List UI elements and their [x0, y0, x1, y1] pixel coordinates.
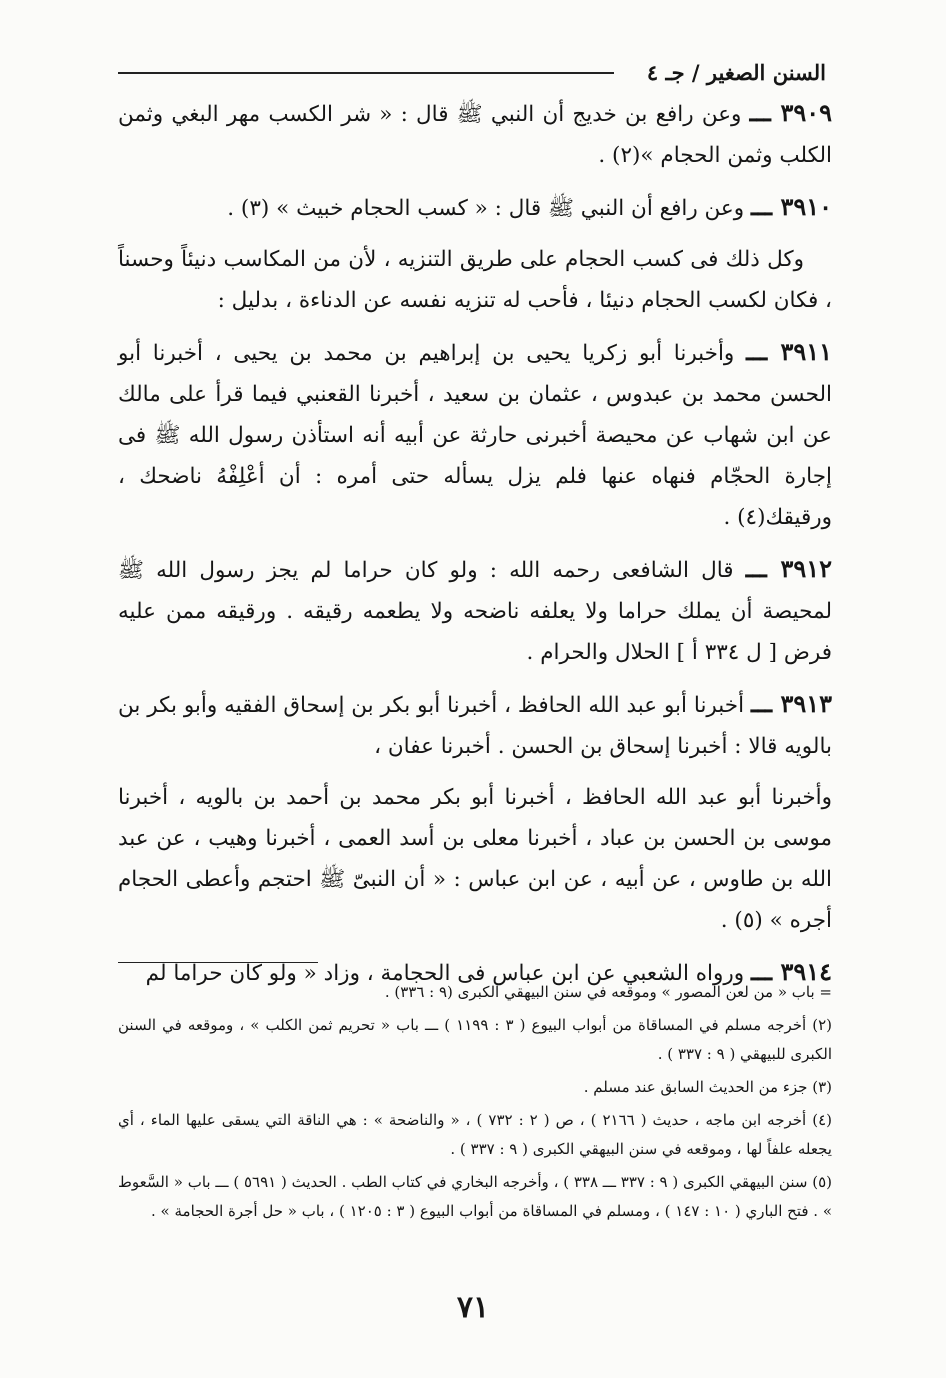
hadith-3912	[118, 548, 832, 673]
page-number: ٧١	[456, 1290, 490, 1325]
hadith-number: ٣٩٠٩ ـــ	[749, 98, 833, 127]
hadith-3910	[118, 186, 832, 229]
footnote-3: (٣) جزء من الحديث السابق عند مسلم .	[583, 1078, 832, 1096]
hadith-number: ٣٩١٢ ـــ	[745, 554, 832, 583]
hadith-text: ورواه الشعبي عن ابن عباس فى الحجامة ، وزاد « ولو كان حراما لم	[145, 961, 745, 986]
footnotes	[118, 978, 832, 1230]
header-rule	[118, 72, 614, 74]
footnote-separator	[118, 962, 318, 963]
footnote-2: (٢) أخرجه مسلم في المساقاة من أبواب البيوع ( ٣ : ١١٩٩ ) ـــ باب « تحريم ثمن الكلب » ، وموقعه في السنن الكبرى للبيهقي ( ٩ : ٣٣٧ ) .	[118, 1016, 833, 1063]
hadith-text: وعن رافع بن خديج أن النبي ﷺ قال : « شر الكسب مهر البغي وثمن الكلب وثمن الحجام »(٢) .	[118, 102, 832, 168]
hadith-number: ٣٩١٤ ـــ	[750, 957, 832, 986]
commentary-text: وكل ذلك فى كسب الحجام على طريق التنزيه ، لأن من المكاسب دنيئاً وحسناً ، فكان لكسب الحجام دنيئا ، فأحب له تنزيه نفسه عن الدناءة ، بدليل :	[118, 247, 832, 313]
hadith-number: ٣٩١١ ـــ	[746, 337, 832, 366]
footnote-5: (٥) سنن البيهقي الكبرى ( ٩ : ٣٣٧ ـــ ٣٣٨ ) ، وأخرجه البخاري في كتاب الطب . الحديث ( ٥٦٩١ ) ـــ باب « السَّعوط » . فتح الباري ( ١٠ : ١٤٧ ) ، ومسلم في المساقاة من أبواب البيوع ( ٣ : ١٢٠٥ ) ، باب « حل أجرة الحجامة » .	[118, 1173, 832, 1220]
footnote-continuation: = باب « من لعن المصور » وموقعه في سنن البيهقي الكبرى (٩ : ٣٣٦) .	[384, 983, 832, 1001]
isnad-paragraph	[118, 777, 832, 941]
hadith-number: ٣٩١٣ ـــ	[750, 689, 832, 718]
hadith-text: وعن رافع أن النبي ﷺ قال : « كسب الحجام خبيث » (٣) .	[227, 196, 745, 221]
isnad-text: وأخبرنا أبو عبد الله الحافظ ، أخبرنا أبو بكر محمد بن أحمد بن بالويه ، أخبرنا موسى بن الحسن بن عباد ، أخبرنا معلى بن أسد العمى ، أخبرنا وهيب ، عن عبد الله بن طاوس ، عن أبيه ، عن ابن عباس : « أن النبىّ ﷺ احتجم وأعطى الحجام أجره » (٥) .	[118, 785, 832, 933]
hadith-text: وأخبرنا أبو زكريا يحيى بن إبراهيم بن محمد بن يحيى ، أخبرنا أبو الحسن محمد بن عبدوس ، عثمان بن سعيد ، أخبرنا القعنبي فيما قرأ على مالك عن ابن شهاب عن محيصة أخبرنى حارثة عن أبيه أنه استأذن رسول الله ﷺ فى إجارة الحجّام فنهاه عنها فلم يزل يسأله حتى أمره : أن أعْلِفْهُ ناضحك ، ورقيقك(٤) .	[118, 341, 832, 530]
hadith-3913	[118, 683, 832, 767]
commentary-paragraph	[118, 239, 832, 321]
hadith-text: أخبرنا أبو عبد الله الحافظ ، أخبرنا أبو بكر بن إسحاق الفقيه وأبو بكر بن بالويه قالا : أخبرنا إسحاق بن الحسن . أخبرنا عفان ،	[118, 693, 832, 759]
hadith-text: قال الشافعى رحمه الله : ولو كان حراما لم يجز رسول الله ﷺ لمحيصة أن يملك حراما ولا يعلفه ناضحه ولا يطعمه رقيقه . ورقيقه ممن عليه فرض [ ل ٣٣٤ أ ] الحلال والحرام .	[118, 558, 832, 665]
hadith-3909	[118, 92, 832, 176]
main-text	[118, 92, 832, 1004]
hadith-number: ٣٩١٠ ـــ	[750, 192, 832, 221]
header-title: السنن الصغير / جـ ٤	[646, 60, 826, 85]
footnote-4: (٤) أخرجه ابن ماجه ، حديث ( ٢١٦٦ ) ، ص ( ٢ : ٧٣٢ ) ، « والناضحة » : هي الناقة التي يسقى عليها الماء ، أي يجعله علفاً لها ، وموقعه في سنن البيهقي الكبرى ( ٩ : ٣٣٧ ) .	[118, 1111, 832, 1158]
hadith-3911	[118, 331, 832, 538]
running-header	[118, 56, 826, 92]
